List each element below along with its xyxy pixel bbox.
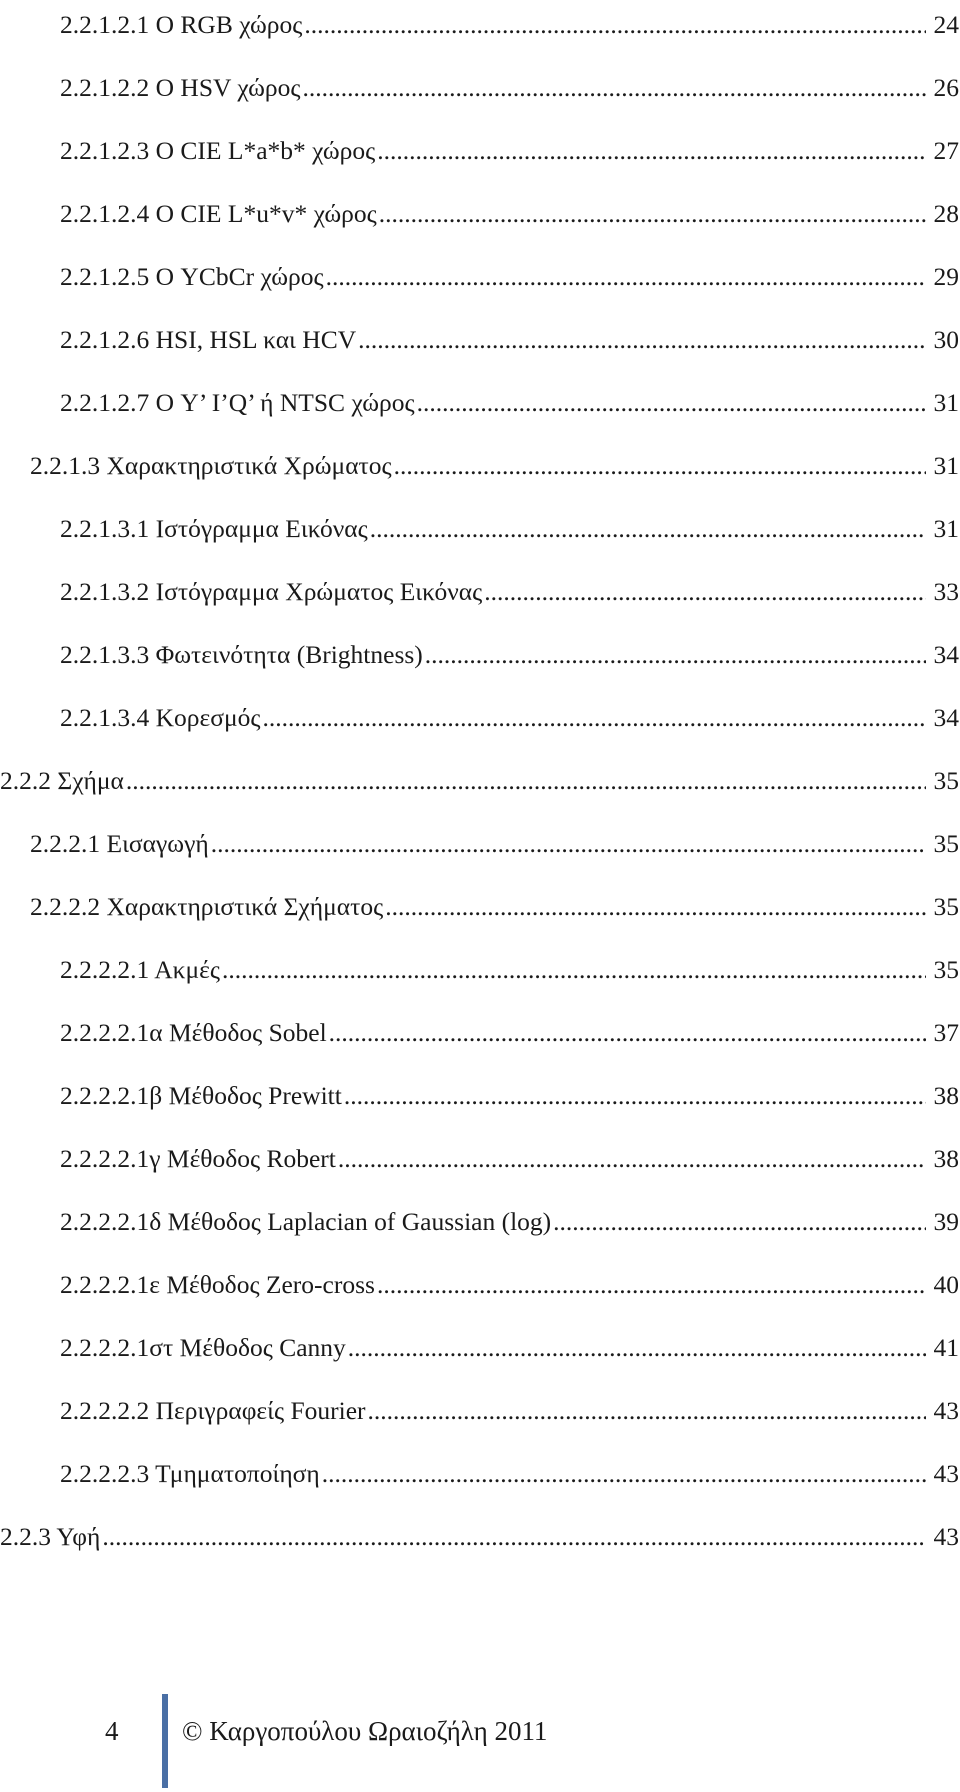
toc-entry[interactable] [60,945,959,985]
toc-entry-page: 41 [933,1333,959,1362]
toc-entry-page: 35 [933,829,959,858]
dot-leader [484,577,925,607]
footer-divider-bar [162,1694,168,1788]
toc-entry-page: 43 [933,1459,959,1488]
toc-entry-page: 39 [933,1207,959,1236]
toc-entry[interactable] [60,1323,959,1363]
toc-entry[interactable] [60,1197,959,1237]
toc-entry-page: 24 [933,10,959,39]
toc-entry-title: 2.2.1.2.1 Ο RGB χώρος [60,10,303,39]
dot-leader [263,703,926,733]
toc-entry-page: 35 [933,766,959,795]
toc-entry-page: 38 [933,1144,959,1173]
toc-entry[interactable] [60,315,959,355]
toc-entry[interactable] [60,567,959,607]
dot-leader [304,10,925,40]
toc-entry[interactable] [60,1386,959,1426]
toc-entry[interactable] [60,378,959,418]
toc-entry-title: 2.2.2.2.3 Τμηματοποίηση [60,1459,320,1488]
dot-leader [358,325,925,355]
toc-entry-title: 2.2.1.3 Χαρακτηριστικά Χρώματος [30,451,392,480]
toc-entry-page: 43 [933,1522,959,1551]
dot-leader [222,955,926,985]
page-footer [0,1688,960,1788]
dot-leader [394,451,926,481]
dot-leader [102,1522,925,1552]
toc-entry-page: 38 [933,1081,959,1110]
dot-leader [322,1459,926,1489]
toc-entry-page: 35 [933,892,959,921]
toc-entry-title: 2.2.2.2.1γ Μέθοδος Robert [60,1144,336,1173]
dot-leader [338,1144,926,1174]
dot-leader [329,1018,926,1048]
dot-leader [425,640,926,670]
toc-entry[interactable] [60,1071,959,1111]
toc-entry[interactable] [60,252,959,292]
toc-entry-page: 43 [933,1396,959,1425]
toc-entry-title: 2.2.2.2.2 Περιγραφείς Fourier [60,1396,366,1425]
toc-entry[interactable] [60,189,959,229]
toc-entry[interactable] [60,1449,959,1489]
dot-leader [326,262,926,292]
toc-entry-page: 34 [933,640,959,669]
toc-entry-title: 2.2.2.2.1β Μέθοδος Prewitt [60,1081,342,1110]
toc-entry[interactable] [0,1512,959,1552]
toc-entry-title: 2.2.1.2.2 Ο HSV χώρος [60,73,301,102]
toc-entry-page: 40 [933,1270,959,1299]
dot-leader [211,829,926,859]
toc-entry[interactable] [60,693,959,733]
dot-leader [553,1207,925,1237]
toc-entry-page: 37 [933,1018,959,1047]
toc-entry-title: 2.2.2.2.1α Μέθοδος Sobel [60,1018,327,1047]
toc-entry-title: 2.2.1.3.4 Κορεσμός [60,703,261,732]
toc-entry-page: 26 [933,73,959,102]
dot-leader [377,1270,926,1300]
dot-leader [370,514,926,544]
toc-entry-page: 34 [933,703,959,732]
toc-entry[interactable] [30,441,959,481]
toc-entry-page: 33 [933,577,959,606]
toc-entry-title: 2.2.2.2.1δ Μέθοδος Laplacian of Gaussian (log) [60,1207,552,1236]
toc-entry[interactable] [60,126,959,166]
toc-entry-page: 31 [933,451,959,480]
toc-entry[interactable] [30,882,959,922]
dot-leader [126,766,926,796]
dot-leader [385,892,925,922]
toc-entry-page: 28 [933,199,959,228]
toc-entry-title: 2.2.2.1 Εισαγωγή [30,829,209,858]
toc-entry-title: 2.2.1.3.3 Φωτεινότητα (Brightness) [60,640,423,669]
toc-entry-page: 29 [933,262,959,291]
toc-entry[interactable] [60,1134,959,1174]
toc-entry[interactable] [0,756,959,796]
dot-leader [368,1396,926,1426]
toc-entry-title: 2.2.2.2 Χαρακτηριστικά Σχήματος [30,892,384,921]
toc-entry[interactable] [60,504,959,544]
dot-leader [302,73,925,103]
toc-entry-page: 35 [933,955,959,984]
toc-entry-title: 2.2.1.2.6 HSI, HSL και HCV [60,325,357,354]
toc-entry-title: 2.2.1.3.1 Ιστόγραμμα Εικόνας [60,514,368,543]
toc-entry-title: 2.2.1.2.5 Ο YCbCr χώρος [60,262,324,291]
toc-entry-page: 31 [933,514,959,543]
toc-entry-title: 2.2.2.2.1 Ακμές [60,955,220,984]
toc-entry[interactable] [60,630,959,670]
dot-leader [379,199,926,229]
toc-entry[interactable] [60,0,959,40]
dot-leader [348,1333,926,1363]
toc-entry-page: 30 [933,325,959,354]
toc-entry-title: 2.2.2 Σχήμα [0,766,124,795]
copyright-notice: © Καργοπούλου Ωραιοζήλη 2011 [182,1716,548,1746]
toc-entry-title: 2.2.3 Υφή [0,1522,101,1551]
toc-entry[interactable] [60,63,959,103]
toc-entry[interactable] [60,1260,959,1300]
toc-entry-title: 2.2.2.2.1ε Μέθοδος Zero-cross [60,1270,375,1299]
page-number: 4 [105,1716,119,1746]
toc-entry-title: 2.2.1.3.2 Ιστόγραμμα Χρώματος Εικόνας [60,577,483,606]
toc-entry-title: 2.2.1.2.4 Ο CIE L*u*v* χώρος [60,199,377,228]
dot-leader [344,1081,926,1111]
toc-entry-title: 2.2.1.2.7 Ο Y’ I’Q’ ή NTSC χώρος [60,388,415,417]
dot-leader [417,388,926,418]
toc-entry-title: 2.2.2.2.1στ Μέθοδος Canny [60,1333,346,1362]
toc-entry-title: 2.2.1.2.3 Ο CIE L*a*b* χώρος [60,136,376,165]
dot-leader [377,136,925,166]
toc-entry[interactable] [60,1008,959,1048]
toc-entry[interactable] [30,819,959,859]
toc-entry-page: 27 [933,136,959,165]
toc-entry-page: 31 [933,388,959,417]
